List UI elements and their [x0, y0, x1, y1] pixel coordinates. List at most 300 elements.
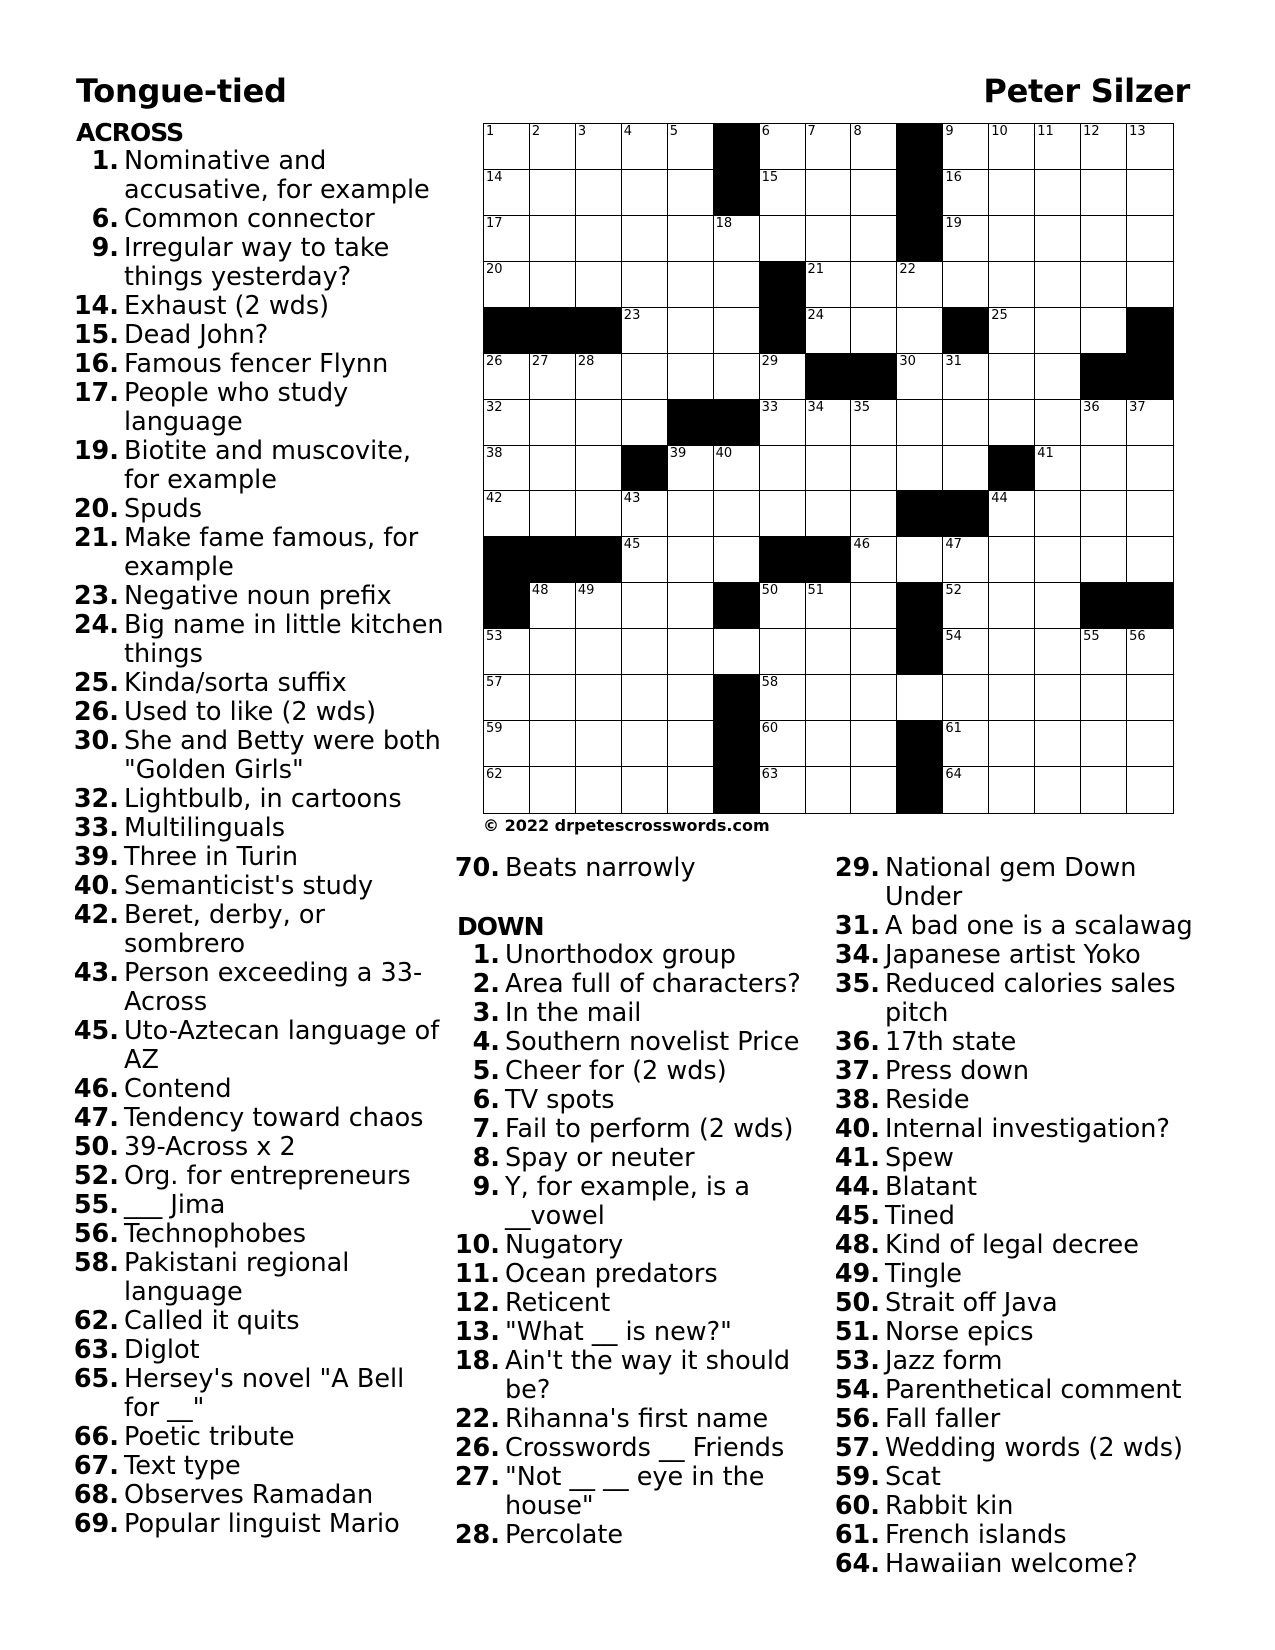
grid-cell[interactable]	[530, 262, 576, 308]
grid-cell[interactable]	[1081, 537, 1127, 583]
grid-block	[714, 767, 760, 813]
clue-text: Common connector	[124, 204, 375, 234]
grid-cell[interactable]	[1035, 354, 1081, 400]
clue-text: Called it quits	[124, 1306, 300, 1336]
grid-cell[interactable]	[1081, 446, 1127, 492]
clue-number: 11.	[454, 1259, 500, 1289]
cell-number: 4	[623, 124, 633, 139]
grid-cell[interactable]	[484, 400, 530, 446]
grid-cell[interactable]	[714, 537, 760, 583]
grid-cell[interactable]	[1081, 400, 1127, 446]
grid-cell[interactable]	[760, 170, 806, 216]
grid-cell[interactable]	[760, 446, 806, 492]
grid-cell[interactable]	[943, 216, 989, 262]
grid-cell[interactable]	[576, 491, 622, 537]
grid-cell[interactable]	[1035, 124, 1081, 170]
clue-text: Org. for entrepreneurs	[124, 1161, 411, 1191]
clue-number: 21.	[73, 523, 119, 553]
cell-number: 8	[853, 124, 862, 139]
cell-number: 2	[531, 124, 541, 139]
grid-cell[interactable]	[484, 675, 530, 721]
grid-cell[interactable]	[530, 491, 576, 537]
grid-cell[interactable]	[484, 721, 530, 767]
cell-number: 56	[1129, 629, 1146, 645]
clue-item	[454, 853, 809, 883]
grid-cell[interactable]	[897, 675, 943, 721]
grid-cell[interactable]	[714, 216, 760, 262]
crossword-grid	[483, 123, 1174, 814]
grid-cell[interactable]	[668, 308, 714, 354]
clue-number: 41.	[834, 1143, 880, 1173]
grid-block	[484, 537, 530, 583]
grid-cell[interactable]	[851, 400, 897, 446]
grid-cell[interactable]	[851, 308, 897, 354]
grid-cell[interactable]	[1035, 537, 1081, 583]
grid-cell[interactable]	[714, 308, 760, 354]
grid-cell[interactable]	[622, 629, 668, 675]
grid-cell[interactable]	[1081, 308, 1127, 354]
clue-item	[73, 494, 446, 524]
clue-number: 65.	[73, 1364, 119, 1394]
grid-block	[622, 446, 668, 492]
clue-item	[73, 871, 446, 901]
grid-cell[interactable]	[576, 354, 622, 400]
cell-number: 42	[486, 491, 503, 507]
grid-block	[897, 583, 943, 629]
clue-text: Nominative and accusative, for example	[124, 146, 430, 205]
clue-text: Text type	[124, 1451, 241, 1481]
grid-cell[interactable]	[989, 262, 1035, 308]
clue-item	[834, 1404, 1197, 1434]
clue-item	[454, 1259, 809, 1289]
clue-text: Spuds	[124, 494, 203, 524]
grid-cell[interactable]	[714, 629, 760, 675]
grid-cell[interactable]	[1035, 675, 1081, 721]
grid-cell[interactable]	[1127, 491, 1173, 537]
grid-cell[interactable]	[1127, 446, 1173, 492]
grid-cell[interactable]	[1035, 491, 1081, 537]
grid-cell[interactable]	[851, 124, 897, 170]
clue-item	[454, 1404, 809, 1434]
cell-number: 46	[853, 537, 870, 553]
grid-cell[interactable]	[714, 446, 760, 492]
grid-cell[interactable]	[622, 583, 668, 629]
grid-cell[interactable]	[714, 491, 760, 537]
grid-block	[897, 216, 943, 262]
grid-cell[interactable]	[989, 675, 1035, 721]
clue-item	[834, 1230, 1197, 1260]
grid-cell[interactable]	[1081, 767, 1127, 813]
grid-cell[interactable]	[1127, 767, 1173, 813]
clue-text: Parenthetical comment	[885, 1375, 1182, 1405]
cell-number: 36	[1083, 399, 1100, 415]
grid-cell[interactable]	[989, 491, 1035, 537]
grid-cell[interactable]	[484, 124, 530, 170]
clue-item	[73, 1451, 446, 1481]
grid-cell[interactable]	[668, 446, 714, 492]
grid-cell[interactable]	[806, 124, 852, 170]
clue-text: Internal investigation?	[885, 1114, 1170, 1144]
grid-cell[interactable]	[806, 767, 852, 813]
grid-cell[interactable]	[989, 308, 1035, 354]
clue-text: Unorthodox group	[505, 940, 736, 970]
clue-text: Cheer for (2 wds)	[505, 1056, 727, 1086]
grid-cell[interactable]	[622, 767, 668, 813]
clue-number: 60.	[834, 1491, 880, 1521]
grid-cell[interactable]	[1081, 675, 1127, 721]
grid-cell[interactable]	[576, 262, 622, 308]
grid-cell[interactable]	[1081, 124, 1127, 170]
clue-item	[834, 1085, 1197, 1115]
clue-text: Semanticist's study	[124, 871, 374, 901]
grid-cell[interactable]	[943, 721, 989, 767]
clue-text: She and Betty were both "Golden Girls"	[124, 726, 441, 785]
clue-number: 64.	[834, 1549, 880, 1579]
grid-cell[interactable]	[1081, 491, 1127, 537]
clue-number: 57.	[834, 1433, 880, 1463]
grid-cell[interactable]	[1035, 629, 1081, 675]
cell-number: 64	[945, 767, 962, 783]
cell-number: 31	[945, 353, 962, 369]
clue-text: Area full of characters?	[505, 969, 801, 999]
clue-text: Beret, derby, or sombrero	[124, 900, 325, 959]
grid-cell[interactable]	[714, 262, 760, 308]
grid-cell[interactable]	[622, 675, 668, 721]
grid-cell[interactable]	[989, 583, 1035, 629]
grid-cell[interactable]	[484, 262, 530, 308]
clue-number: 16.	[73, 349, 119, 379]
grid-cell[interactable]	[668, 124, 714, 170]
clue-item	[76, 234, 446, 292]
grid-cell[interactable]	[760, 767, 806, 813]
cell-number: 62	[486, 767, 503, 783]
clue-text: Biotite and muscovite, for example	[124, 436, 412, 495]
grid-cell[interactable]	[530, 354, 576, 400]
grid-cell[interactable]	[576, 629, 622, 675]
grid-cell[interactable]	[806, 170, 852, 216]
grid-cell[interactable]	[943, 629, 989, 675]
clue-item	[834, 1462, 1197, 1492]
grid-cell[interactable]	[530, 446, 576, 492]
grid-cell[interactable]	[1081, 629, 1127, 675]
grid-cell[interactable]	[668, 629, 714, 675]
clue-number: 52.	[73, 1161, 119, 1191]
clue-number: 17.	[73, 378, 119, 408]
grid-cell[interactable]	[668, 491, 714, 537]
grid-cell[interactable]	[760, 491, 806, 537]
grid-cell[interactable]	[943, 170, 989, 216]
clue-number: 56.	[834, 1404, 880, 1434]
clue-item	[457, 1173, 809, 1231]
grid-cell[interactable]	[1081, 216, 1127, 262]
clue-item	[457, 1144, 809, 1173]
clue-item	[834, 911, 1197, 941]
grid-block	[714, 400, 760, 446]
cell-number: 58	[761, 675, 779, 691]
clue-text: Diglot	[124, 1335, 200, 1365]
grid-cell[interactable]	[943, 583, 989, 629]
grid-cell[interactable]	[806, 262, 852, 308]
clues-column-middle	[454, 853, 809, 1550]
grid-cell[interactable]	[806, 491, 852, 537]
grid-cell[interactable]	[484, 491, 530, 537]
grid-cell[interactable]	[530, 170, 576, 216]
grid-cell[interactable]	[668, 583, 714, 629]
cell-number: 13	[1129, 124, 1146, 139]
grid-cell[interactable]	[760, 721, 806, 767]
grid-cell[interactable]	[1035, 262, 1081, 308]
clue-text: Hawaiian welcome?	[885, 1549, 1138, 1579]
grid-cell[interactable]	[622, 354, 668, 400]
grid-cell[interactable]	[484, 767, 530, 813]
clue-number: 18.	[454, 1346, 500, 1376]
grid-cell[interactable]	[806, 721, 852, 767]
grid-cell[interactable]	[1035, 170, 1081, 216]
grid-cell[interactable]	[1035, 721, 1081, 767]
grid-cell[interactable]	[1035, 767, 1081, 813]
clue-item	[73, 784, 446, 814]
grid-cell[interactable]	[1081, 170, 1127, 216]
grid-cell[interactable]	[760, 216, 806, 262]
grid-cell[interactable]	[622, 170, 668, 216]
grid-cell[interactable]	[943, 767, 989, 813]
clue-text: Hersey's novel "A Bell for __"	[124, 1364, 405, 1423]
cell-number: 15	[761, 169, 779, 185]
grid-cell[interactable]	[760, 400, 806, 446]
grid-cell[interactable]	[851, 446, 897, 492]
grid-cell[interactable]	[897, 537, 943, 583]
grid-cell[interactable]	[1035, 308, 1081, 354]
clue-number: 62.	[73, 1306, 119, 1336]
clue-item	[73, 1335, 446, 1365]
grid-cell[interactable]	[484, 216, 530, 262]
grid-block	[897, 629, 943, 675]
grid-cell[interactable]	[576, 446, 622, 492]
cell-number: 20	[486, 261, 503, 277]
grid-block	[943, 491, 989, 537]
clue-number: 44.	[834, 1172, 880, 1202]
grid-cell[interactable]	[1127, 170, 1173, 216]
grid-cell[interactable]	[851, 170, 897, 216]
clue-item	[73, 610, 446, 669]
grid-cell[interactable]	[851, 675, 897, 721]
clue-text: Observes Ramadan	[124, 1480, 374, 1510]
grid-cell[interactable]	[760, 629, 806, 675]
grid-cell[interactable]	[806, 675, 852, 721]
grid-cell[interactable]	[530, 583, 576, 629]
clue-number: 1.	[91, 146, 119, 176]
grid-cell[interactable]	[530, 216, 576, 262]
clue-item	[76, 147, 446, 205]
clue-item	[73, 349, 446, 379]
clue-number: 33.	[73, 813, 119, 843]
clue-number: 32.	[73, 784, 119, 814]
grid-cell[interactable]	[1035, 446, 1081, 492]
grid-cell[interactable]	[1035, 583, 1081, 629]
grid-cell[interactable]	[989, 767, 1035, 813]
grid-cell[interactable]	[989, 170, 1035, 216]
grid-cell[interactable]	[989, 537, 1035, 583]
grid-cell[interactable]	[1127, 721, 1173, 767]
grid-cell[interactable]	[1127, 537, 1173, 583]
down-clue-list-continued	[834, 853, 1197, 1579]
grid-cell[interactable]	[530, 721, 576, 767]
clue-item	[834, 940, 1197, 970]
clue-number: 63.	[73, 1335, 119, 1365]
grid-cell[interactable]	[943, 446, 989, 492]
grid-cell[interactable]	[1035, 400, 1081, 446]
grid-cell[interactable]	[668, 170, 714, 216]
grid-cell[interactable]	[851, 721, 897, 767]
grid-cell[interactable]	[1127, 675, 1173, 721]
grid-block	[530, 537, 576, 583]
clue-item	[73, 1480, 446, 1510]
grid-cell[interactable]	[714, 354, 760, 400]
clue-item	[73, 1161, 446, 1191]
grid-cell[interactable]	[484, 629, 530, 675]
grid-cell[interactable]	[576, 124, 622, 170]
grid-cell[interactable]	[622, 262, 668, 308]
grid-cell[interactable]	[897, 400, 943, 446]
puzzle-title: Tongue-tied	[76, 72, 287, 110]
grid-cell[interactable]	[668, 537, 714, 583]
grid-cell[interactable]	[897, 446, 943, 492]
grid-cell[interactable]	[806, 583, 852, 629]
grid-cell[interactable]	[760, 124, 806, 170]
cell-number: 43	[623, 491, 641, 507]
grid-cell[interactable]	[989, 124, 1035, 170]
clue-item	[834, 1317, 1197, 1347]
grid-cell[interactable]	[806, 308, 852, 354]
grid-cell[interactable]	[668, 216, 714, 262]
clue-number: 15.	[73, 320, 119, 350]
grid-cell[interactable]	[576, 170, 622, 216]
clue-number: 19.	[73, 436, 119, 466]
clue-item	[834, 853, 1197, 912]
grid-block	[1081, 583, 1127, 629]
grid-cell[interactable]	[943, 675, 989, 721]
grid-cell[interactable]	[576, 721, 622, 767]
grid-cell[interactable]	[989, 354, 1035, 400]
grid-cell[interactable]	[668, 354, 714, 400]
grid-cell[interactable]	[851, 583, 897, 629]
grid-cell[interactable]	[622, 537, 668, 583]
grid-cell[interactable]	[943, 262, 989, 308]
grid-cell[interactable]	[943, 400, 989, 446]
grid-cell[interactable]	[1081, 721, 1127, 767]
clue-text: Blatant	[885, 1172, 977, 1202]
clue-number: 51.	[834, 1317, 880, 1347]
grid-cell[interactable]	[668, 767, 714, 813]
grid-cell[interactable]	[576, 216, 622, 262]
grid-cell[interactable]	[622, 124, 668, 170]
grid-cell[interactable]	[484, 170, 530, 216]
grid-cell[interactable]	[1127, 400, 1173, 446]
grid-cell[interactable]	[1127, 124, 1173, 170]
grid-cell[interactable]	[484, 354, 530, 400]
grid-cell[interactable]	[989, 400, 1035, 446]
grid-cell[interactable]	[622, 216, 668, 262]
clue-number: 25.	[73, 668, 119, 698]
clue-number: 1.	[472, 940, 500, 970]
grid-cell[interactable]	[851, 537, 897, 583]
clue-item	[834, 1056, 1197, 1086]
grid-cell[interactable]	[851, 262, 897, 308]
clue-text: Contend	[124, 1074, 232, 1104]
clue-number: 28.	[454, 1520, 500, 1550]
grid-cell[interactable]	[943, 124, 989, 170]
clue-item	[73, 1509, 446, 1539]
grid-cell[interactable]	[897, 262, 943, 308]
grid-cell[interactable]	[622, 491, 668, 537]
clue-number: 38.	[834, 1085, 880, 1115]
grid-cell[interactable]	[1035, 216, 1081, 262]
grid-cell[interactable]	[576, 767, 622, 813]
grid-cell[interactable]	[1127, 629, 1173, 675]
grid-block	[851, 354, 897, 400]
grid-cell[interactable]	[668, 262, 714, 308]
grid-cell[interactable]	[989, 629, 1035, 675]
clue-item	[73, 320, 446, 350]
grid-cell[interactable]	[760, 675, 806, 721]
clue-number: 54.	[834, 1375, 880, 1405]
grid-cell[interactable]	[806, 400, 852, 446]
grid-cell[interactable]	[851, 491, 897, 537]
cell-number: 39	[669, 445, 687, 461]
grid-cell[interactable]	[851, 216, 897, 262]
grid-cell[interactable]	[989, 721, 1035, 767]
clue-text: In the mail	[505, 998, 642, 1028]
grid-cell[interactable]	[622, 308, 668, 354]
grid-cell[interactable]	[989, 216, 1035, 262]
grid-cell[interactable]	[1127, 216, 1173, 262]
grid-cell[interactable]	[530, 675, 576, 721]
grid-cell[interactable]	[576, 675, 622, 721]
grid-cell[interactable]	[851, 629, 897, 675]
grid-cell[interactable]	[622, 721, 668, 767]
grid-cell[interactable]	[530, 400, 576, 446]
across-heading: ACROSS	[76, 118, 184, 147]
clue-number: 36.	[834, 1027, 880, 1057]
grid-cell[interactable]	[760, 583, 806, 629]
grid-cell[interactable]	[760, 354, 806, 400]
grid-cell[interactable]	[576, 583, 622, 629]
cell-number: 5	[669, 124, 678, 139]
grid-cell[interactable]	[668, 721, 714, 767]
cell-number: 7	[807, 124, 816, 139]
grid-cell[interactable]	[530, 767, 576, 813]
grid-cell[interactable]	[530, 629, 576, 675]
clue-text: Spay or neuter	[505, 1143, 695, 1173]
grid-cell[interactable]	[576, 400, 622, 446]
grid-cell[interactable]	[897, 354, 943, 400]
clue-item	[454, 1317, 809, 1347]
grid-cell[interactable]	[851, 767, 897, 813]
grid-cell[interactable]	[943, 537, 989, 583]
grid-cell[interactable]	[668, 675, 714, 721]
grid-cell[interactable]	[806, 216, 852, 262]
grid-cell[interactable]	[1127, 262, 1173, 308]
grid-cell[interactable]	[1081, 262, 1127, 308]
grid-cell[interactable]	[943, 354, 989, 400]
grid-cell[interactable]	[484, 446, 530, 492]
grid-cell[interactable]	[806, 446, 852, 492]
grid-cell[interactable]	[897, 308, 943, 354]
clue-item	[73, 523, 446, 582]
grid-cell[interactable]	[622, 400, 668, 446]
grid-cell[interactable]	[530, 124, 576, 170]
grid-cell[interactable]	[806, 629, 852, 675]
